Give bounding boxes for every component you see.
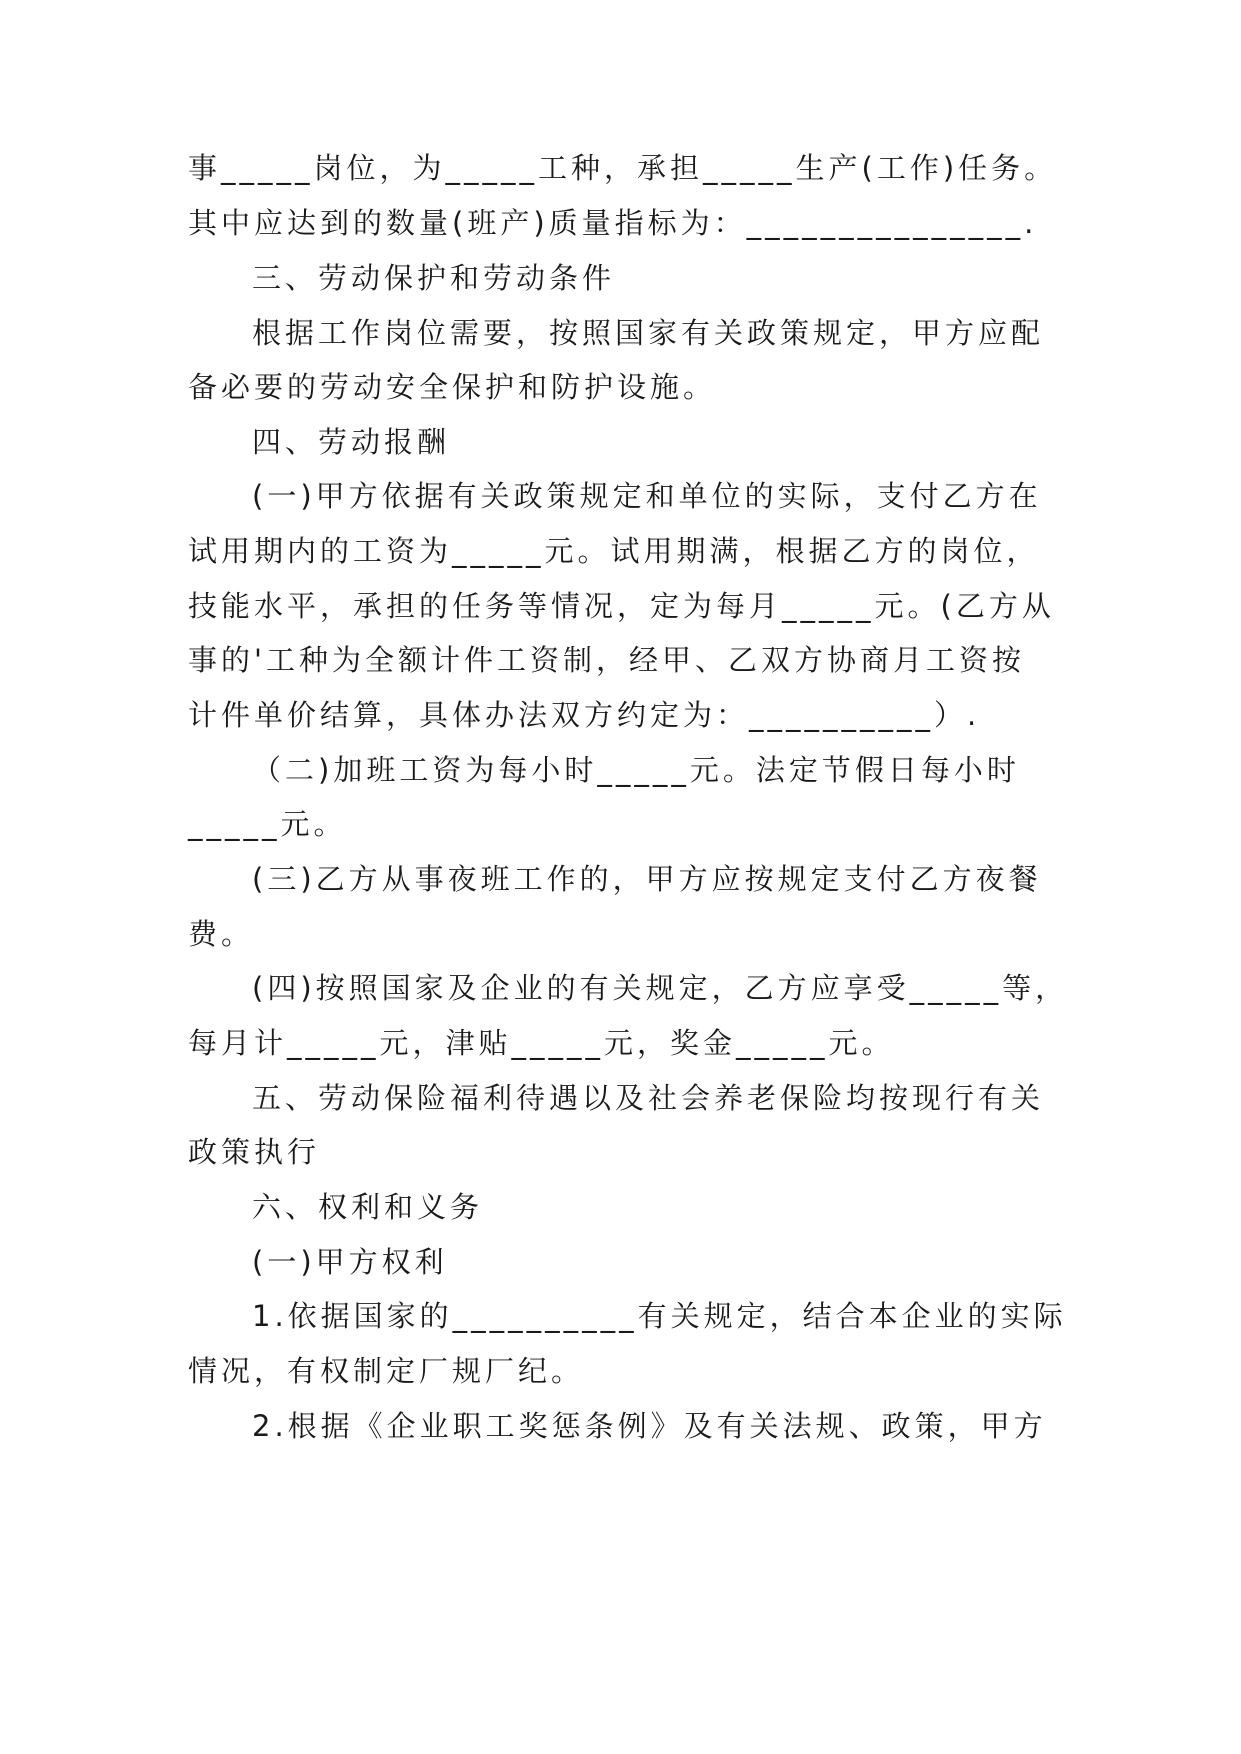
- text-line: 费。: [188, 917, 255, 951]
- text-line: (一)甲方依据有关政策规定和单位的实际，支付乙方在: [252, 479, 1042, 513]
- text-line: _____元。: [188, 807, 347, 841]
- text-line: (三)乙方从事夜班工作的，甲方应按规定支付乙方夜餐: [252, 862, 1042, 896]
- text-line: 事_____岗位，为_____工种，承担_____生产(工作)任务。: [188, 151, 1058, 185]
- text-line: 备必要的劳动安全保护和防护设施。: [188, 370, 717, 404]
- section-heading: 四、劳动报酬: [252, 425, 451, 459]
- text-line: 技能水平，承担的任务等情况，定为每月_____元。(乙方从: [188, 589, 1055, 623]
- text-line: 政策执行: [188, 1135, 321, 1169]
- section-heading: 五、劳动保险福利待遇以及社会养老保险均按现行有关: [252, 1081, 1045, 1115]
- section-heading: 六、权利和义务: [252, 1190, 484, 1224]
- section-heading: 三、劳动保护和劳动条件: [252, 261, 616, 295]
- text-line: 其中应达到的数量(班产)质量指标为：_______________.: [188, 206, 1038, 240]
- text-line: 计件单价结算，具体办法双方约定为：__________）.: [188, 698, 981, 732]
- text-line: 1.依据国家的__________有关规定，结合本企业的实际: [252, 1299, 1067, 1333]
- text-line: 试用期内的工资为_____元。试用期满，根据乙方的岗位，: [188, 534, 1040, 568]
- subsection-heading: (一)甲方权利: [252, 1245, 448, 1279]
- text-line: 情况，有权制定厂规厂纪。: [188, 1354, 585, 1388]
- text-line: (四)按照国家及企业的有关规定，乙方应享受_____等，: [252, 971, 1069, 1005]
- text-line: 2.根据《企业职工奖惩条例》及有关法规、政策，甲方: [252, 1409, 1047, 1443]
- text-line: （二)加班工资为每小时_____元。法定节假日每小时: [252, 753, 1020, 787]
- text-line: 根据工作岗位需要，按照国家有关政策规定，甲方应配: [252, 316, 1045, 350]
- text-line: 每月计_____元，津贴_____元，奖金_____元。: [188, 1026, 895, 1060]
- text-line: 事的'工种为全额计件工资制，经甲、乙双方协商月工资按: [188, 643, 1025, 677]
